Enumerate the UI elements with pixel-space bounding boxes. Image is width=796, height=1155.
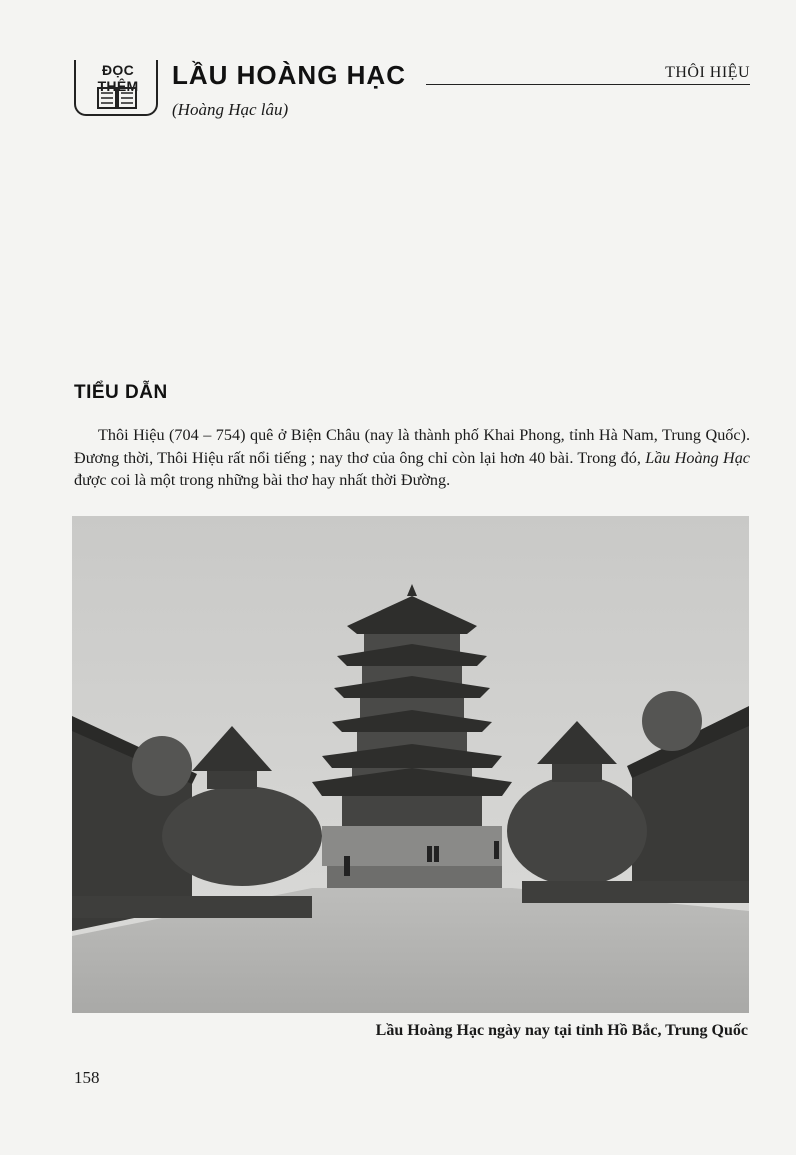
intro-text	[74, 424, 750, 492]
open-book-icon	[96, 84, 138, 110]
section-heading: TIỂU DẪN	[74, 382, 168, 403]
page-subtitle: (Hoàng Hạc lâu)	[172, 100, 289, 119]
figure-caption: Lầu Hoàng Hạc ngày nay tại tỉnh Hồ Bắc, Trung Quốc	[375, 1022, 748, 1039]
intro-text-end: được coi là một trong những bài thơ hay nhất thời Đường.	[74, 471, 451, 489]
badge-label: ĐỌC THÊM	[82, 62, 154, 94]
intro-paragraph	[74, 424, 750, 492]
page-title: LẦU HOÀNG HẠC	[172, 60, 406, 90]
pagoda-photo	[72, 516, 749, 1013]
read-more-badge	[74, 60, 158, 116]
intro-text-italic-title: Lầu Hoàng Hạc	[645, 448, 750, 467]
page-header	[74, 60, 750, 130]
intro-text-start: Thôi Hiệu (704 – 754) quê ở Biện Châu (nay là thành phố Khai Phong, tỉnh Hà Nam, Trung Quốc). Đương thời, Thôi Hiệu rất nổi tiếng ; nay thơ của ông chỉ còn lại hơn 40 bài. Trong đó,	[74, 426, 750, 467]
title-divider	[426, 84, 750, 85]
page-number: 158	[74, 1068, 100, 1087]
author-name: THÔI HIỆU	[665, 64, 750, 81]
